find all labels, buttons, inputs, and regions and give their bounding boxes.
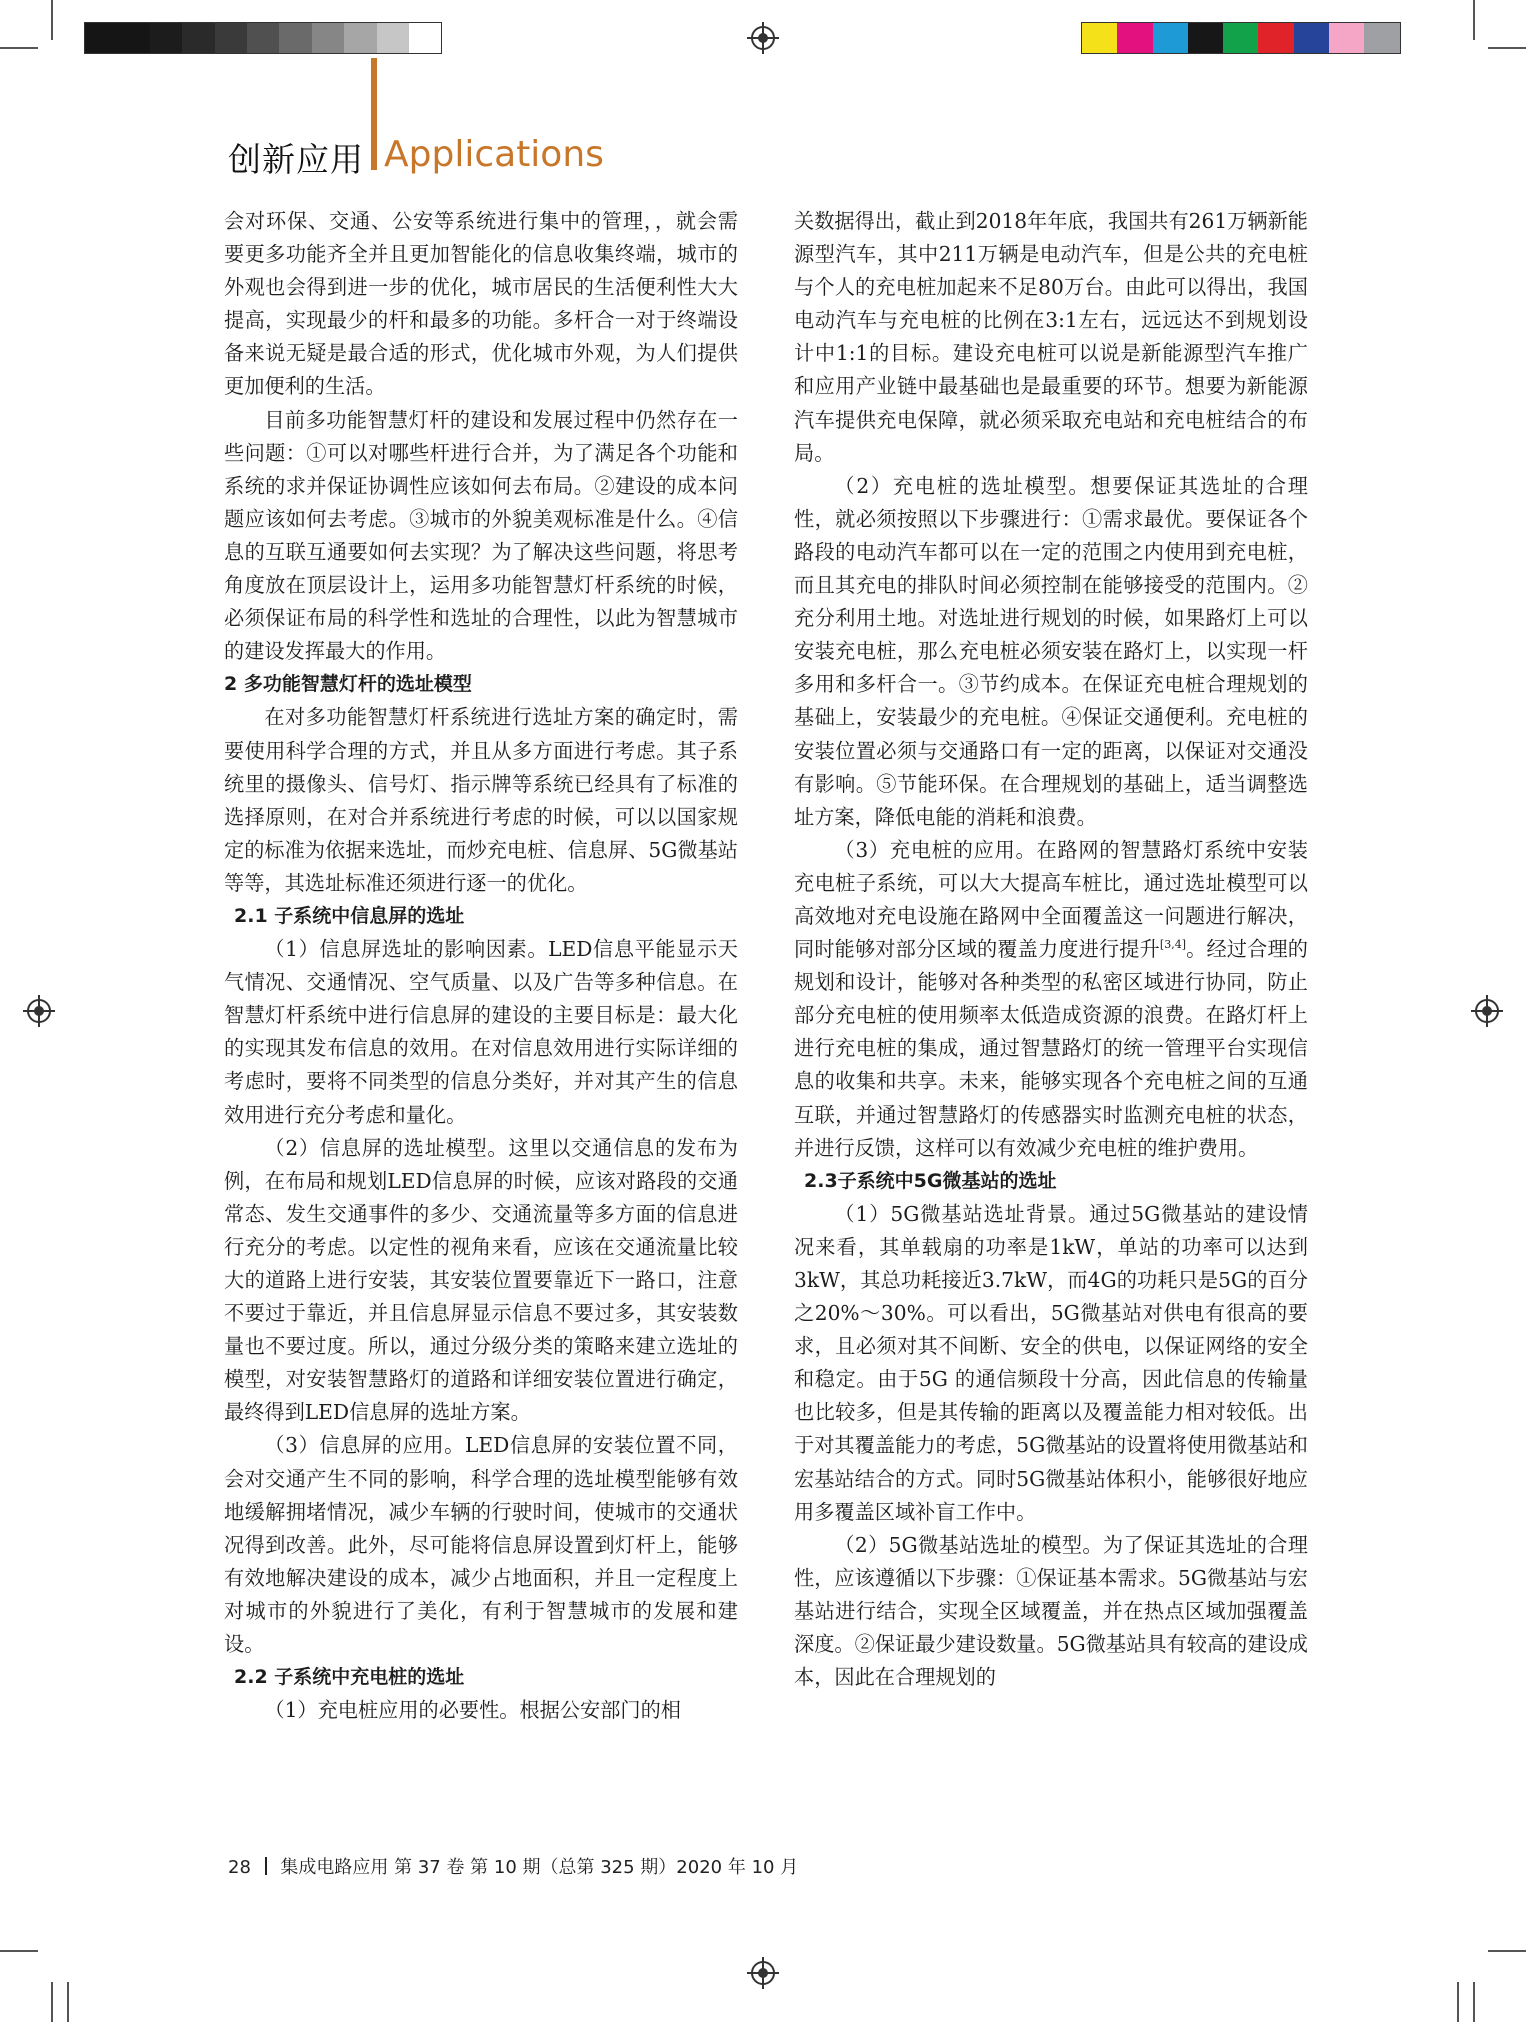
paragraph-text: 会对环保、交通、公安等系统进行集中的管理，，就会需要更多功能齐全并且更加智能化的信息收集终端，城市的外观也会得到进一步的优化，城市居民的生活便利性大大提高，实现最少的杆和最多的功能。多杆合一对于终端设备来说无疑是最合适的形式，优化城市外观，为人们提供更加便利的生活。: [224, 209, 738, 399]
color-swatch: [312, 23, 344, 53]
paragraph: [224, 933, 738, 1132]
crop-mark: [1488, 47, 1526, 49]
paragraph-text: 关数据得出，截止到2018年年底，我国共有261万辆新能源型汽车，其中211万辆是电动汽车，但是公共的充电桩与个人的充电桩加起来不足80万台。由此可以得出，我国电动汽车与充电桩的比例在3:1左右，远远达不到规划设计中1:1的目标。建设充电桩可以说是新能源型汽车推广和应用产业链中最基础也是最重要的环节。想要为新能源汽车提供充电保障，就必须采取充电站和充电桩结合的布局。: [794, 209, 1308, 465]
paragraph-text: （2）5G微基站选址的模型。为了保证其选址的合理性，应该遵循以下步骤：①保证基本需求。5G微基站与宏基站进行结合，实现全区域覆盖，并在热点区域加强覆盖深度。②保证最少建设数量。5G微基站具有较高的建设成本，因此在合理规划的: [794, 1532, 1308, 1690]
paragraph-text: （2）充电桩的选址模型。想要保证其选址的合理性，就必须按照以下步骤进行：①需求最优。要保证各个路段的电动汽车都可以在一定的范围之内使用到充电桩，而且其充电的排队时间必须控制在能够接受的范围内。②充分利用土地。对选址进行规划的时候，如果路灯上可以安装充电桩，那么充电桩必须安装在路灯上，以实现一杆多用和多杆合一。③节约成本。在保证充电桩合理规划的基础上，安装最少的充电桩。④保证交通便利。充电桩的安装位置必须与交通路口有一定的距离，以保证对交通没有影响。⑤节能环保。在合理规划的基础上，适当调整选址方案，降低电能的消耗和浪费。: [794, 473, 1308, 829]
crop-mark: [51, 1982, 53, 2022]
paragraph: [224, 205, 738, 404]
registration-mark-icon: [27, 999, 51, 1023]
color-swatch: [150, 23, 182, 53]
crop-mark: [1473, 0, 1475, 40]
paragraph-text: （1）充电桩应用的必要性。根据公安部门的相: [264, 1698, 681, 1723]
grayscale-color-bar: [84, 22, 442, 54]
paragraph: [224, 701, 738, 900]
subsection-heading: 2.1 子系统中信息屏的选址: [234, 904, 465, 927]
color-swatch: [1329, 23, 1364, 53]
color-swatch: [215, 23, 247, 53]
page-number: 28: [228, 1857, 251, 1878]
right-text-column: [794, 205, 1308, 1694]
subsection-heading: 2.3子系统中5G微基站的选址: [804, 1169, 1057, 1192]
subsection-heading: 2.2 子系统中充电桩的选址: [234, 1666, 465, 1689]
section-title-english: Applications: [384, 134, 604, 175]
color-swatch: [1153, 23, 1188, 53]
color-swatch: [344, 23, 376, 53]
paragraph: [224, 404, 738, 669]
paragraph-text: （3）信息屏的应用。LED信息屏的安装位置不同，会对交通产生不同的影响，科学合理的选址模型能够有效地缓解拥堵情况，减少车辆的行驶时间，使城市的交通状况得到改善。此外，尽可能将信息屏设置到灯杆上，能够有效地解决建设的成本，减少占地面积，并且一定程度上对城市的外貌进行了美化，有利于智慧城市的发展和建设。: [224, 1433, 738, 1657]
crop-mark: [1473, 1982, 1475, 2022]
paragraph-text: （1）信息屏选址的影响因素。LED信息平能显示天气情况、交通情况、空气质量、以及广告等多种信息。在智慧灯杆系统中进行信息屏的建设的主要目标是：最大化的实现其发布信息的效用。在对信息效用进行实际详细的考虑时，要将不同类型的信息分类好，并对其产生的信息效用进行充分考虑和量化。: [224, 937, 738, 1127]
color-swatch: [377, 23, 409, 53]
registration-mark-icon: [1475, 999, 1499, 1023]
registration-mark-icon: [751, 1961, 775, 1985]
color-swatch: [1117, 23, 1152, 53]
journal-info: 集成电路应用 第 37 卷 第 10 期（总第 325 期）2020 年 10 月: [280, 1857, 799, 1878]
color-swatch: [182, 23, 214, 53]
color-swatch: [279, 23, 311, 53]
color-swatch: [1082, 23, 1117, 53]
color-swatch: [1188, 23, 1223, 53]
crop-mark: [0, 1950, 38, 1952]
color-swatch: [1258, 23, 1293, 53]
crop-mark: [67, 1982, 69, 2022]
color-swatch: [117, 23, 149, 53]
process-color-bar: [1081, 22, 1401, 54]
paragraph: [224, 1132, 738, 1430]
crop-mark: [51, 0, 53, 40]
left-text-column: [224, 205, 738, 1727]
paragraph-text: （3）充电桩的应用。在路网的智慧路灯系统中安装充电桩子系统，可以大大提高车桩比，通过选址模型可以高效地对充电设施在路网中全面覆盖这一问题进行解决，同时能够对部分区域的覆盖力度进行提升: [794, 837, 1308, 962]
paragraph-text: （1）5G微基站选址背景。通过5G微基站的建设情况来看，其单载扇的功率是1kW，单站的功率可以达到3kW，其总功耗接近3.7kW，而4G的功耗只是5G的百分之20%～30%。可以看出，5G微基站对供电有很高的要求，且必须对其不间断、安全的供电，以保证网络的安全和稳定。由于5G 的通信频段十分高，因此信息的传输量也比较多，但是其传输的距离以及覆盖能力相对较低。出于对其覆盖能力的考虑，5G微基站的设置将使用微基站和宏基站结合的方式。同时5G微基站体积小，能够很好地应用多覆盖区域补盲工作中。: [794, 1201, 1308, 1524]
section-title-chinese: 创新应用: [228, 140, 364, 179]
color-swatch: [85, 23, 117, 53]
color-swatch: [409, 23, 441, 53]
section-heading: 2 多功能智慧灯杆的选址模型: [224, 673, 472, 696]
crop-mark: [0, 47, 38, 49]
paragraph: [794, 1529, 1308, 1694]
paragraph-text: 目前多功能智慧灯杆的建设和发展过程中仍然存在一些问题：①可以对哪些杆进行合并，为了满足各个功能和系统的求并保证协调性应该如何去布局。②建设的成本问题应该如何去考虑。③城市的外貌美观标准是什么。④信息的互联互通要如何去实现？为了解决这些问题，将思考角度放在顶层设计上，运用多功能智慧灯杆系统的时候，必须保证布局的科学性和选址的合理性，以此为智慧城市的建设发挥最大的作用。: [224, 407, 738, 664]
paragraph: [224, 1429, 738, 1661]
paragraph: [794, 470, 1308, 834]
paragraph: [794, 205, 1308, 470]
paragraph-text: 在对多功能智慧灯杆系统进行选址方案的确定时，需要使用科学合理的方式，并且从多方面进行考虑。其子系统里的摄像头、信号灯、指示牌等系统已经具有了标准的选择原则，在对合并系统进行考虑的时候，可以以国家规定的标准为依据来选址，而炒充电桩、信息屏、5G微基站等等，其选址标准还须进行逐一的优化。: [224, 705, 738, 895]
crop-mark: [1457, 1982, 1459, 2022]
color-swatch: [1364, 23, 1399, 53]
paragraph-text: 。经过合理的规划和设计，能够对各种类型的私密区域进行协同，防止部分充电桩的使用频率太低造成资源的浪费。在路灯杆上进行充电桩的集成，通过智慧路灯的统一管理平台实现信息的收集和共享。未来，能够实现各个充电桩之间的互通互联，并通过智慧路灯的传感器实时监测充电桩的状态，并进行反馈，这样可以有效减少充电桩的维护费用。: [794, 937, 1308, 1160]
color-swatch: [247, 23, 279, 53]
paragraph: [794, 834, 1308, 1165]
header-accent-rule: [371, 58, 377, 170]
color-swatch: [1223, 23, 1258, 53]
color-swatch: [1294, 23, 1329, 53]
citation-superscript: [3,4]: [1159, 938, 1186, 952]
paragraph-text: （2）信息屏的选址模型。这里以交通信息的发布为例，在布局和规划LED信息屏的时候，应该对路段的交通常态、发生交通事件的多少、交通流量等多方面的信息进行充分的考虑。以定性的视角来看，应该在交通流量比较大的道路上进行安装，其安装位置要靠近下一路口，注意不要过于靠近，并且信息屏显示信息不要过多，其安装数量也不要过度。所以，通过分级分类的策略来建立选址的模型，对安装智慧路灯的道路和详细安装位置进行确定，最终得到LED信息屏的选址方案。: [224, 1135, 738, 1425]
paragraph: [794, 1198, 1308, 1529]
footer-divider: [265, 1857, 267, 1875]
paragraph: [224, 1694, 738, 1727]
registration-mark-icon: [751, 26, 775, 50]
crop-mark: [1488, 1950, 1526, 1952]
page-footer: [228, 1853, 798, 1879]
